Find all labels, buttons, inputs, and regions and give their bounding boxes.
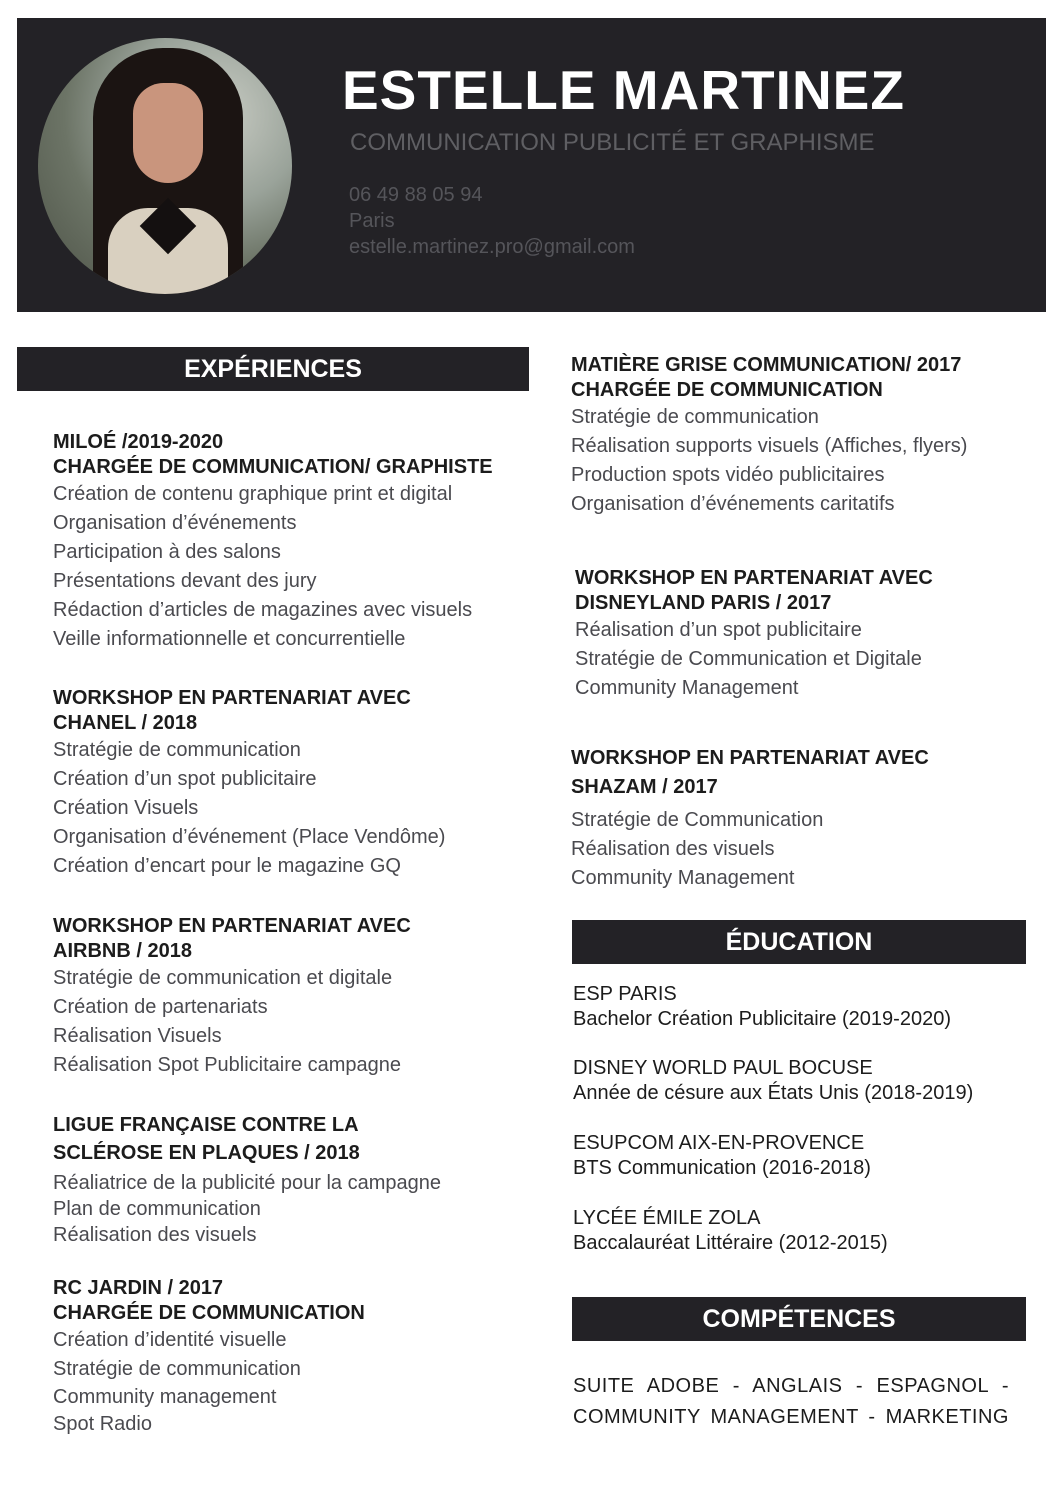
section-competences: COMPÉTENCES [572,1297,1026,1341]
education-school: DISNEY WORLD PAUL BOCUSE [573,1057,873,1079]
experience-item: Organisation d’événements caritatifs [571,493,895,515]
experience-item: Stratégie de Communication [571,809,824,831]
section-experiences: EXPÉRIENCES [17,347,529,391]
experience-title: WORKSHOP EN PARTENARIAT AVEC [575,567,933,589]
experience-entry [53,914,411,1080]
experience-item: Stratégie de communication et digitale [53,967,393,989]
experience-item: Stratégie de communication [53,1358,301,1380]
job-title: COMMUNICATION PUBLICITÉ ET GRAPHISME [350,129,875,156]
experience-item: Réalisation Spot Publicitaire campagne [53,1054,401,1076]
experience-item: Réalisation des visuels [571,838,775,860]
candidate-name: ESTELLE MARTINEZ [342,59,905,121]
education-school: ESUPCOM AIX-EN-PROVENCE [573,1132,865,1154]
experience-entry [571,353,967,519]
education-degree: Baccalauréat Littéraire (2012-2015) [573,1232,888,1254]
experience-entry [571,744,929,893]
skills-line: COMMUNITY MANAGEMENT - MARKETING [573,1406,1009,1428]
education-school: ESP PARIS [573,983,677,1005]
experience-title: MATIÈRE GRISE COMMUNICATION/ 2017 [571,354,962,376]
profile-photo [38,38,292,294]
experience-title: WORKSHOP EN PARTENARIAT AVEC [53,687,411,709]
education-degree: Bachelor Création Publicitaire (2019-2020) [573,1008,951,1030]
skills-line: SUITE ADOBE - ANGLAIS - ESPAGNOL - [573,1375,1009,1397]
experience-role: CHARGÉE DE COMMUNICATION [571,379,883,401]
education-entry [573,1056,973,1106]
experience-item: Création d’un spot publicitaire [53,768,317,790]
education-degree: Année de césure aux États Unis (2018-2019) [573,1082,974,1104]
experience-item: Réalisation d’un spot publicitaire [575,619,862,641]
experience-role: CHANEL / 2018 [53,712,198,734]
experience-item: Community Management [571,867,795,889]
experience-item: Stratégie de communication [53,739,301,761]
experience-item: Création de partenariats [53,996,268,1018]
experience-title: WORKSHOP EN PARTENARIAT AVEC [53,915,411,937]
experience-item: Rédaction d’articles de magazines avec visuels [53,599,473,621]
experience-entry [53,686,445,881]
experience-title: MILOÉ /2019-2020 [53,431,224,453]
skills-list [573,1371,1009,1433]
experience-title: RC JARDIN / 2017 [53,1277,224,1299]
experience-item: Plan de communication [53,1198,261,1220]
experience-entry [53,1276,365,1438]
experience-item: Création d’encart pour le magazine GQ [53,855,401,877]
experience-title: LIGUE FRANÇAISE CONTRE LA [53,1114,359,1136]
experience-item: Stratégie de communication [571,406,819,428]
experience-item: Veille informationnelle et concurrentielle [53,628,406,650]
experience-role: CHARGÉE DE COMMUNICATION [53,1302,365,1324]
experience-item: Création d’identité visuelle [53,1329,287,1351]
experience-item: Réalisation supports visuels (Affiches, flyers) [571,435,968,457]
experience-item: Organisation d’événement (Place Vendôme) [53,826,446,848]
experience-entry [53,1112,441,1248]
section-education: ÉDUCATION [572,920,1026,964]
experience-role: CHARGÉE DE COMMUNICATION/ GRAPHISTE [53,456,493,478]
experience-item: Community management [53,1386,277,1408]
experience-item: Production spots vidéo publicitaires [571,464,885,486]
experience-entry [575,566,933,703]
contact-city: Paris [349,210,395,232]
education-entry [573,1131,871,1181]
experience-entry [53,430,493,654]
experience-item: Community Management [575,677,799,699]
experience-item: Création Visuels [53,797,199,819]
experience-item: Présentations devant des jury [53,570,317,592]
education-entry [573,982,951,1032]
education-entry [573,1206,888,1256]
experience-item: Réaliatrice de la publicité pour la campagne [53,1172,442,1194]
experience-item: Stratégie de Communication et Digitale [575,648,922,670]
experience-role: SHAZAM / 2017 [571,776,718,798]
contact-phone: 06 49 88 05 94 [349,184,483,206]
experience-role: AIRBNB / 2018 [53,940,192,962]
experience-item: Organisation d’événements [53,512,297,534]
experience-item: Réalisation Visuels [53,1025,222,1047]
experience-role: DISNEYLAND PARIS / 2017 [575,592,832,614]
experience-item: Spot Radio [53,1413,152,1435]
contact-email[interactable]: estelle.martinez.pro@gmail.com [349,236,635,258]
education-school: LYCÉE ÉMILE ZOLA [573,1207,761,1229]
education-degree: BTS Communication (2016-2018) [573,1157,871,1179]
experience-item: Création de contenu graphique print et digital [53,483,453,505]
experience-item: Réalisation des visuels [53,1224,257,1246]
experience-title: WORKSHOP EN PARTENARIAT AVEC [571,747,929,769]
experience-item: Participation à des salons [53,541,281,563]
experience-role: SCLÉROSE EN PLAQUES / 2018 [53,1142,360,1164]
